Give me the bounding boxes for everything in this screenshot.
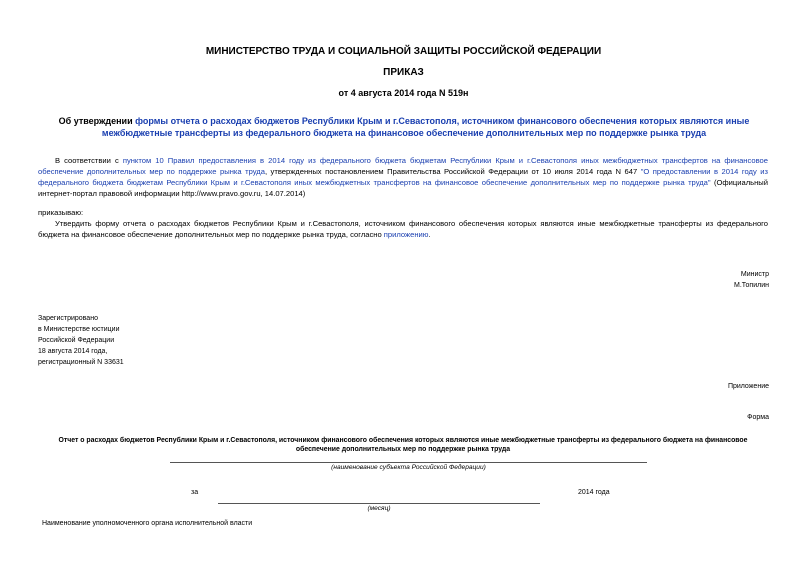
registration-line: Зарегистрировано [38, 315, 98, 322]
subject-name-line [170, 462, 647, 463]
year-label: 2014 года [578, 489, 610, 496]
order-word: приказываю: [38, 208, 84, 217]
order-title-prefix: Об утверждении [58, 116, 136, 126]
preamble-paragraph [38, 155, 768, 199]
za-label: за [191, 489, 199, 496]
authority-label: Наименование уполномоченного органа исполнительной власти [42, 520, 253, 527]
report-title: Отчет о расходах бюджетов Республики Крым и г.Севастополя, источником финансового обеспечения которых являются иные межбюджетные трансферты из федерального бюджета на финансовое обеспечение дополнительных мер по поддержке рынка труда [58, 437, 748, 453]
registration-line: Российской Федерации [38, 337, 115, 344]
appendix-label: Приложение [727, 383, 769, 390]
ministry-heading: МИНИСТЕРСТВО ТРУДА И СОЦИАЛЬНОЙ ЗАЩИТЫ РОССИЙСКОЙ ФЕДЕРАЦИИ [205, 46, 602, 57]
registration-block [38, 313, 124, 368]
signature-name: М.Топилин [734, 282, 769, 289]
registration-line: 18 августа 2014 года, [38, 348, 108, 355]
preamble-link-rules[interactable]: пунктом 10 Правил предоставления в 2014 году из федерального бюджета бюджетам Республики Крым и г.Севастополя иных межбюджетных трансфертов на финансовое обеспечение дополнительных мер по поддержке рынка труда [38, 156, 768, 176]
order-title [58, 115, 750, 139]
preamble-text-3: (Официальный интернет-портал правовой информации http://www.pravo.gov.ru, 14.07.2014) [38, 178, 768, 198]
subject-caption: (наименование субъекта Российской Федерации) [331, 464, 486, 471]
order-title-link[interactable]: формы отчета о расходах бюджетов Республики Крым и г.Севастополя, источником финансового обеспечения которых являются иные межбюджетные трансферты из федерального бюджета на финансовое обеспечение дополнительных мер по поддержке рынка труда [101, 116, 750, 138]
registration-line: в Министерстве юстиции [38, 326, 120, 333]
form-label: Форма [747, 414, 769, 421]
order-paragraph [38, 218, 768, 240]
preamble-link-resolution[interactable]: "О предоставлении в 2014 году из федерального бюджета бюджетам Республики Крым и г.Севастополя иных межбюджетных трансфертов на финансовое обеспечение дополнительных мер по поддержке рынка труда" [38, 167, 769, 187]
date-number: от 4 августа 2014 года N 519н [338, 88, 469, 98]
registration-line: регистрационный N 33631 [38, 359, 124, 366]
doc-type-heading: ПРИКАЗ [383, 67, 424, 78]
appendix-link[interactable]: приложению [383, 230, 429, 239]
preamble-text-1: В соответствии с [55, 156, 123, 165]
order-text: Утвердить форму отчета о расходах бюджетов Республики Крым и г.Севастополя, источником финансового обеспечения которых являются иные межбюджетные трансферты из федерального бюджета на финансовое обеспечение дополнительных мер по поддержке рынка труда, согласно [38, 219, 768, 239]
month-line [218, 503, 540, 504]
preamble-text-2: , утвержденных постановлением Правительства Российской Федерации от 10 июля 2014 года N 647 [264, 167, 641, 176]
signature-position: Министр [740, 271, 769, 278]
month-caption: (месяц) [367, 505, 391, 512]
order-end: . [428, 230, 431, 239]
